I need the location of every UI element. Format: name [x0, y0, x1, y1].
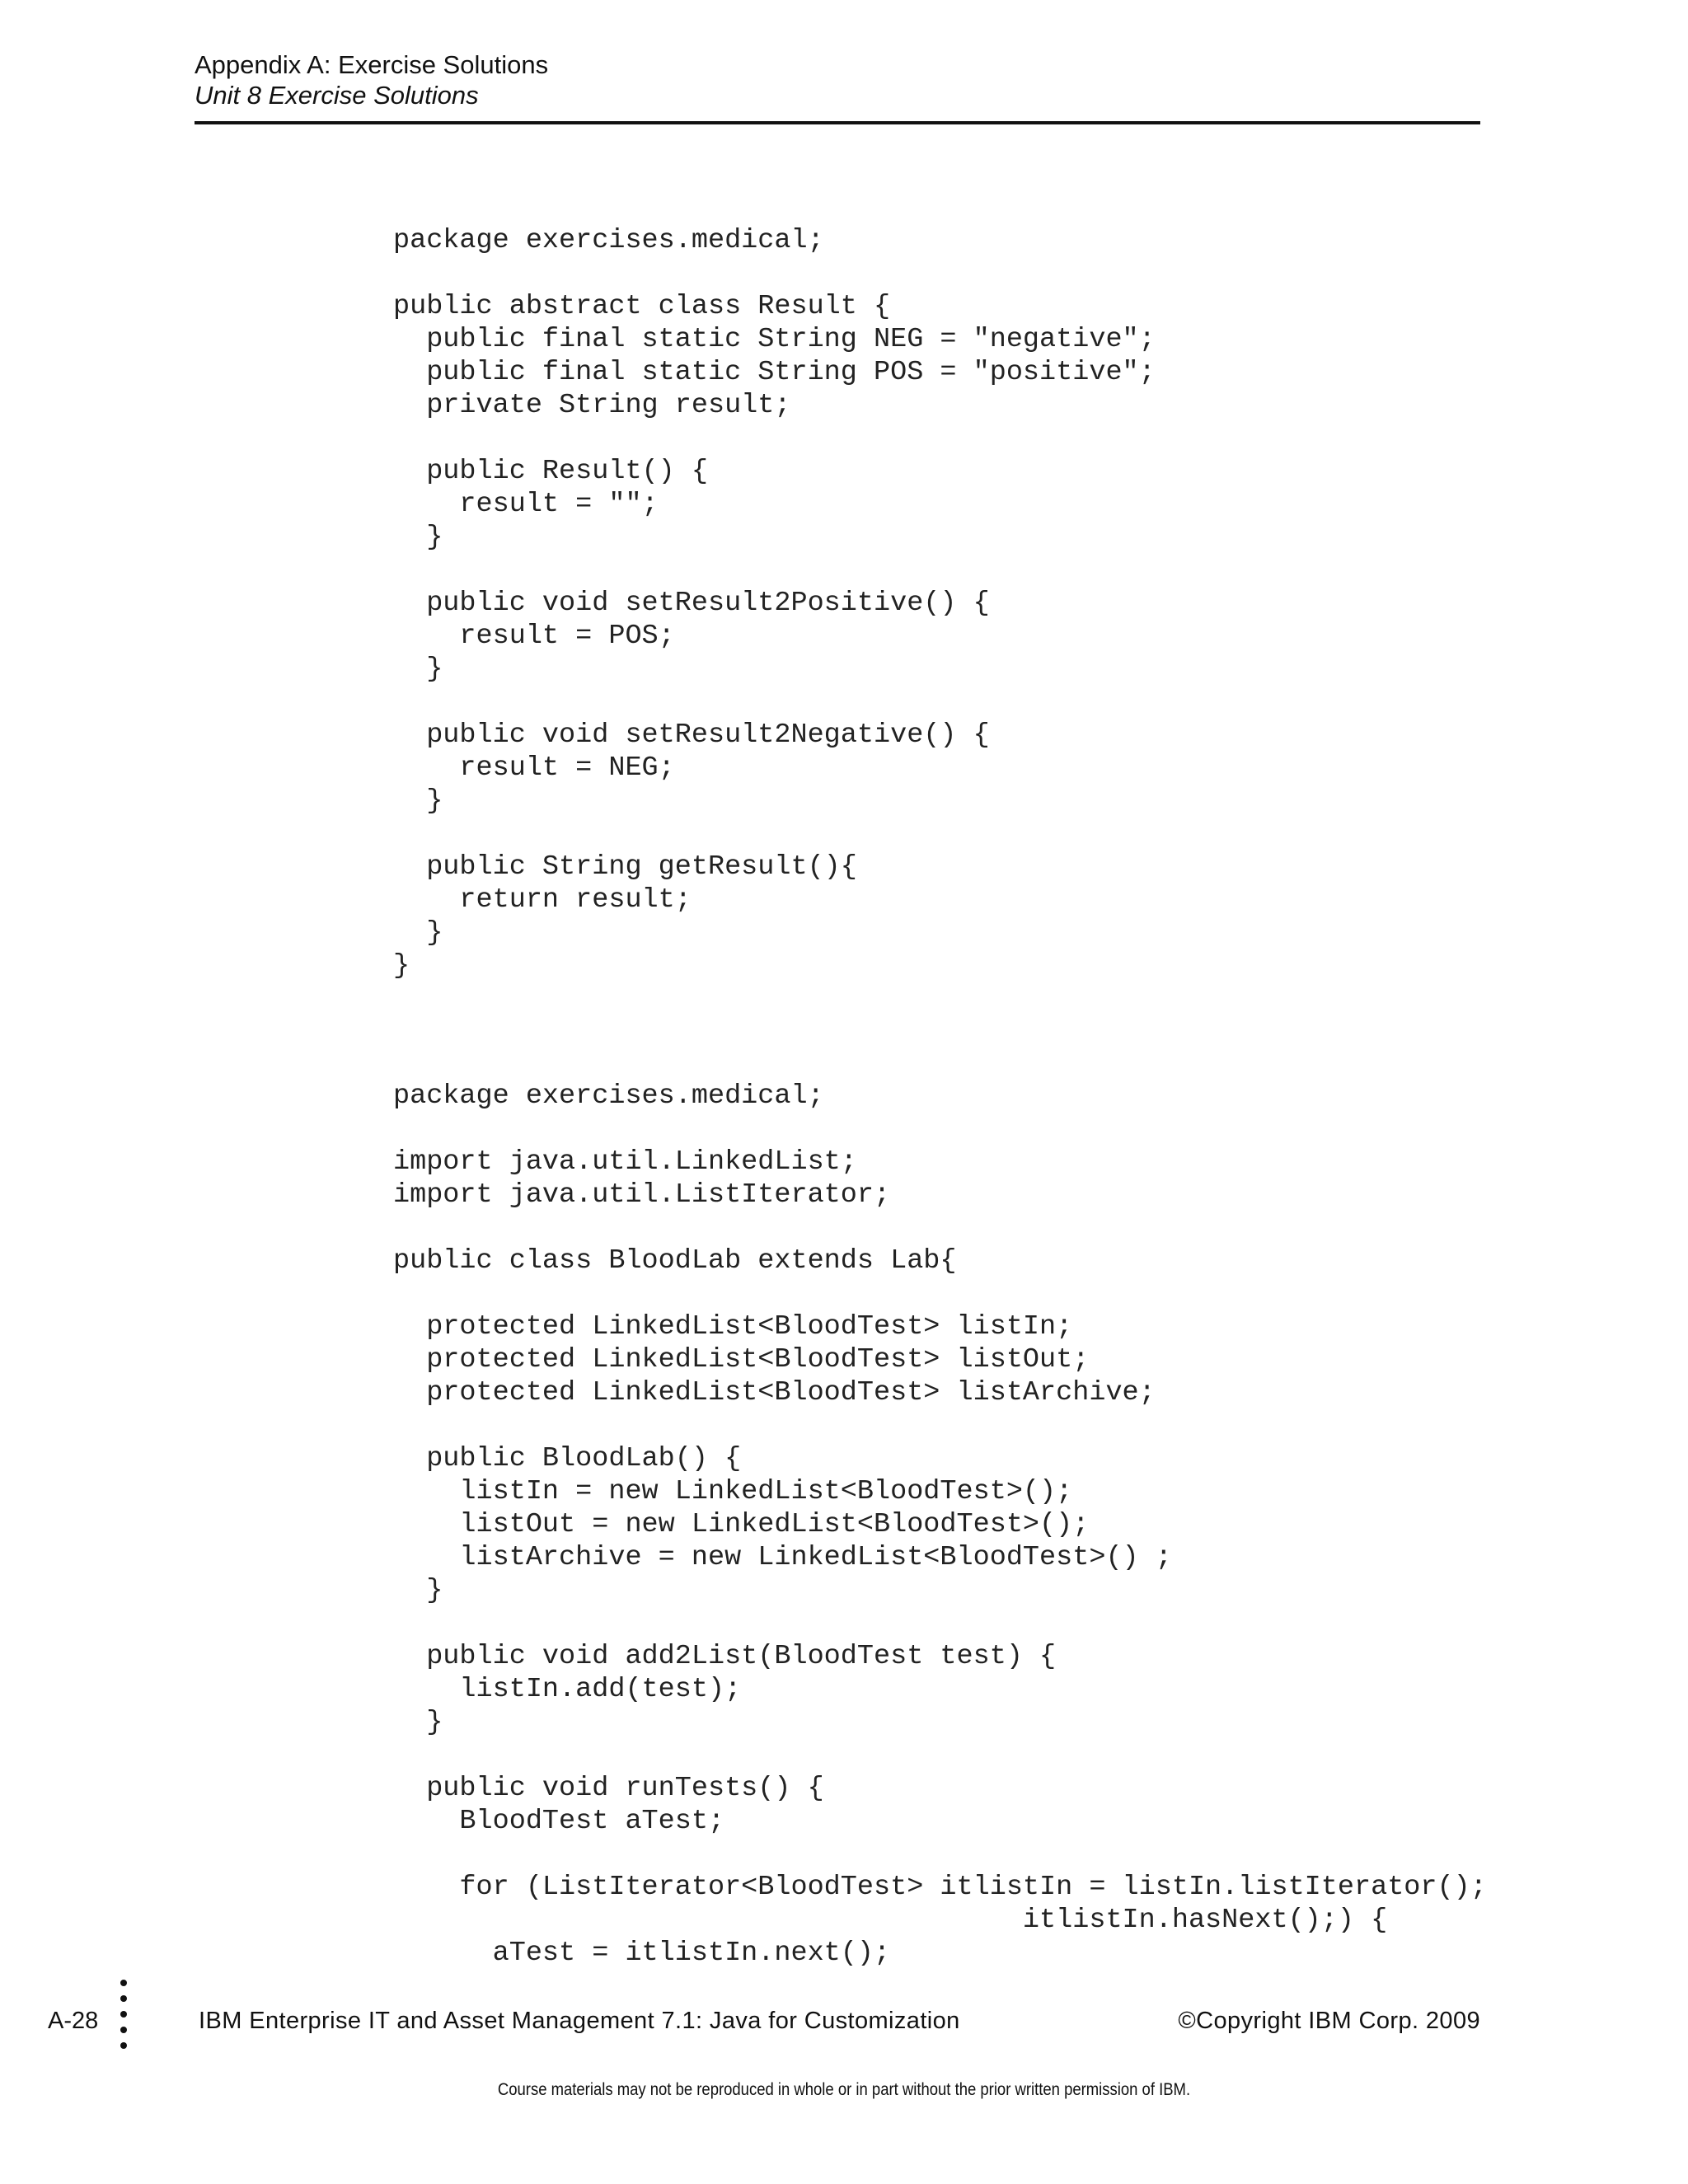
code-listing-bloodlab: [393, 1080, 1487, 1970]
code-line: result = POS;: [393, 621, 675, 652]
code-line: listOut = new LinkedList<BloodTest>();: [393, 1509, 1090, 1540]
header-divider: [195, 121, 1480, 124]
code-line: public String getResult(){: [393, 851, 857, 883]
code-line: [393, 1212, 1487, 1244]
code-line: import java.util.ListIterator;: [393, 1179, 891, 1211]
code-line: [393, 422, 1156, 455]
code-line: }: [393, 1707, 443, 1738]
code-line: protected LinkedList<BloodTest> listArchive;: [393, 1377, 1156, 1408]
code-line: listIn.add(test);: [393, 1674, 742, 1705]
code-line: return result;: [393, 884, 692, 916]
appendix-title: Appendix A: Exercise Solutions: [195, 50, 549, 79]
code-line: [393, 1607, 1487, 1640]
page-header: [195, 49, 1480, 110]
code-line: protected LinkedList<BloodTest> listIn;: [393, 1311, 1073, 1343]
code-line: private String result;: [393, 390, 791, 421]
code-line: [393, 1113, 1487, 1146]
code-line: }: [393, 1575, 443, 1606]
code-line: public abstract class Result {: [393, 291, 891, 322]
code-line: public void setResult2Negative() {: [393, 719, 990, 751]
page-number: A-28: [48, 2008, 99, 2034]
copyright-notice: ©Copyright IBM Corp. 2009: [1178, 2008, 1480, 2034]
reproduction-notice: Course materials may not be reproduced in whole or in part without the prior written permission of IBM.: [497, 2080, 1191, 2099]
code-line: public final static String NEG = "negative";: [393, 324, 1156, 355]
code-line: for (ListIterator<BloodTest> itlistIn = listIn.listIterator();: [393, 1872, 1487, 1903]
code-line: protected LinkedList<BloodTest> listOut;: [393, 1344, 1090, 1376]
code-line: result = "";: [393, 489, 659, 520]
code-line: }: [393, 950, 410, 982]
code-line: [393, 1739, 1487, 1772]
code-line: public final static String POS = "positive";: [393, 357, 1156, 388]
code-line: [393, 1409, 1487, 1442]
code-listing-result: [393, 224, 1156, 982]
code-line: import java.util.LinkedList;: [393, 1146, 857, 1178]
code-line: [393, 818, 1156, 851]
unit-subtitle: Unit 8 Exercise Solutions: [195, 81, 479, 110]
code-line: package exercises.medical;: [393, 225, 824, 256]
code-line: public Result() {: [393, 456, 708, 487]
code-line: public class BloodLab extends Lab{: [393, 1245, 957, 1277]
code-line: itlistIn.hasNext();) {: [393, 1905, 1388, 1936]
code-line: }: [393, 785, 443, 817]
course-title: IBM Enterprise IT and Asset Management 7.1: Java for Customization: [199, 2008, 960, 2034]
code-line: public void runTests() {: [393, 1773, 824, 1804]
code-line: }: [393, 654, 443, 685]
code-line: result = NEG;: [393, 752, 675, 784]
code-line: aTest = itlistIn.next();: [393, 1938, 891, 1969]
code-line: [393, 686, 1156, 719]
code-line: [393, 1277, 1487, 1310]
code-line: }: [393, 917, 443, 949]
code-line: public BloodLab() {: [393, 1443, 742, 1474]
code-line: listArchive = new LinkedList<BloodTest>() ;: [393, 1542, 1172, 1573]
code-line: [393, 554, 1156, 587]
code-line: [393, 257, 1156, 290]
code-line: BloodTest aTest;: [393, 1806, 725, 1837]
code-line: listIn = new LinkedList<BloodTest>();: [393, 1476, 1073, 1507]
code-line: public void setResult2Positive() {: [393, 588, 990, 619]
footer-dots-ornament: [120, 1980, 130, 2058]
code-line: public void add2List(BloodTest test) {: [393, 1641, 1057, 1672]
code-line: }: [393, 522, 443, 553]
code-line: [393, 1838, 1487, 1871]
code-line: package exercises.medical;: [393, 1080, 824, 1112]
